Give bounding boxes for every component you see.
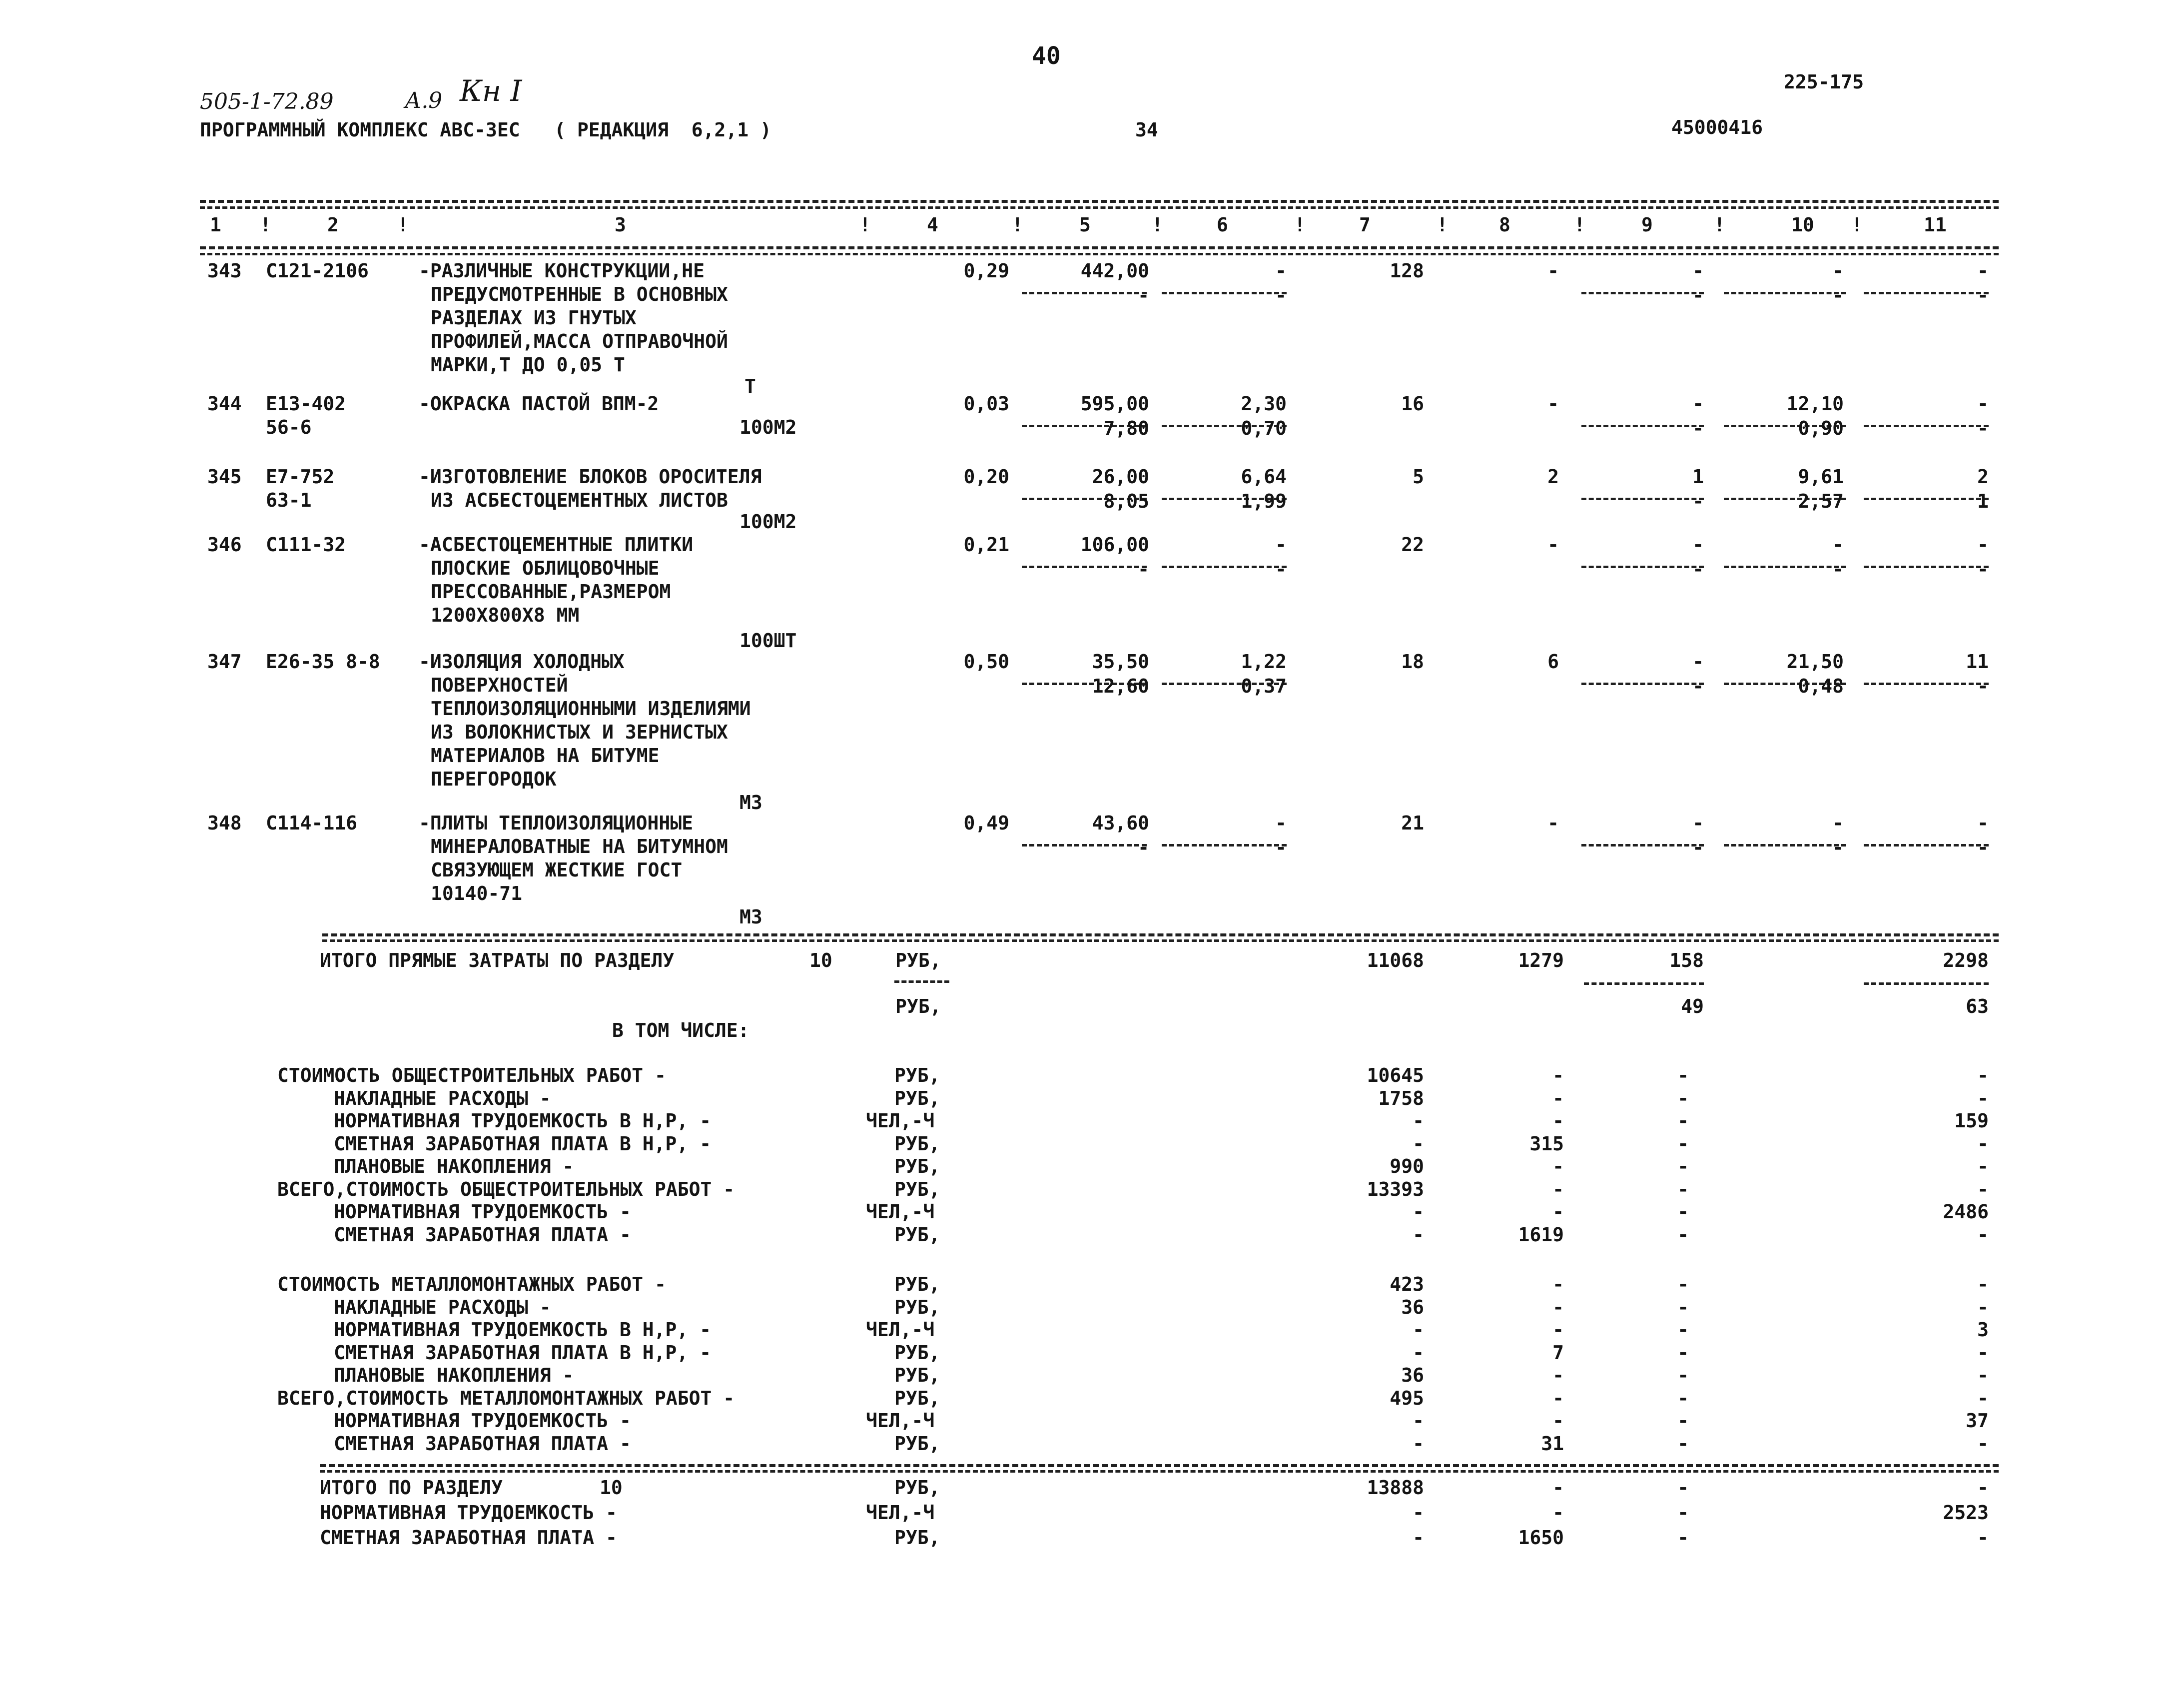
row-description: РАЗДЕЛАХ ИЗ ГНУТЫХ (431, 307, 637, 329)
row-description: 1200Х800Х8 ММ (431, 604, 580, 626)
cell-c10b: - (1832, 558, 1844, 580)
table-top-rule (200, 200, 1999, 203)
cell-c6: - (1275, 260, 1287, 282)
final-section: 10 (600, 1477, 623, 1499)
direct-costs-c7: 11068 (1367, 949, 1424, 971)
cell-c8: 6 (1547, 651, 1559, 673)
row-unit: 100ШТ (739, 630, 797, 652)
cell-c6: 1,22 (1241, 651, 1287, 673)
id-number: 45000416 (1671, 116, 1763, 138)
row-description: ПРЕДУСМОТРЕННЫЕ В ОСНОВНЫХ (431, 283, 728, 305)
cell-c6: - (1275, 534, 1287, 556)
final-c8: 1650 (1518, 1527, 1564, 1549)
summary-unit: ЧЕЛ,-Ч (866, 1201, 935, 1223)
direct-costs-label: ИТОГО ПРЯМЫЕ ЗАТРАТЫ ПО РАЗДЕЛУ (320, 949, 675, 971)
summary-unit: РУБ, (894, 1224, 940, 1246)
summary-c8: 7 (1552, 1342, 1564, 1364)
final-unit: РУБ, (894, 1527, 940, 1549)
totals-top-rule-2 (322, 939, 1999, 942)
row-description: СВЯЗУЮЩЕМ ЖЕСТКИЕ ГОСТ (431, 859, 683, 881)
row-code-2: 63-1 (266, 489, 312, 511)
cell-c9b: - (1692, 675, 1704, 697)
cell-c5b: - (1138, 558, 1149, 580)
cell-c9b: - (1692, 490, 1704, 512)
cell-c10: - (1832, 260, 1844, 282)
summary-unit: РУБ, (894, 1364, 940, 1386)
column-number: 1 (210, 214, 221, 236)
column-separator: ! (1152, 214, 1163, 236)
row-unit: М3 (739, 906, 762, 928)
summary-unit: ЧЕЛ,-Ч (866, 1110, 935, 1132)
row-code: Е13-402 (266, 393, 346, 415)
column-separator: ! (1012, 214, 1023, 236)
summary-c7: - (1413, 1342, 1424, 1364)
summary-unit: РУБ, (894, 1064, 940, 1086)
summary-c9: - (1677, 1410, 1689, 1432)
final-rule (320, 1464, 1999, 1467)
summary-label: НАКЛАДНЫЕ РАСХОДЫ - (334, 1087, 551, 1109)
cell-c9b: - (1692, 837, 1704, 858)
summary-c7: - (1413, 1410, 1424, 1432)
summary-c8: - (1552, 1319, 1564, 1341)
summary-c11: 2486 (1943, 1201, 1989, 1223)
direct-costs-unit: РУБ, (895, 949, 941, 971)
cell-c6: 2,30 (1241, 393, 1287, 415)
final-c11: - (1977, 1477, 1989, 1499)
summary-label: НАКЛАДНЫЕ РАСХОДЫ - (334, 1296, 551, 1318)
column-number: 10 (1791, 214, 1814, 236)
summary-c8: - (1552, 1064, 1564, 1086)
summary-c9: - (1677, 1178, 1689, 1200)
row-description: МАТЕРИАЛОВ НА БИТУМЕ (431, 745, 660, 767)
cell-c11b: - (1977, 675, 1989, 697)
column-number: 7 (1359, 214, 1371, 236)
summary-label: НОРМАТИВНАЯ ТРУДОЕМКОСТЬ - (334, 1201, 631, 1223)
summary-c11: - (1977, 1296, 1989, 1318)
column-separator: ! (1437, 214, 1448, 236)
summary-c11: - (1977, 1155, 1989, 1177)
book-label: Кн I (460, 74, 522, 108)
cell-c6b: 0,70 (1241, 417, 1287, 439)
cell-c6: - (1275, 812, 1287, 834)
row-description: ИЗ АСБЕСТОЦЕМЕНТНЫХ ЛИСТОВ (431, 489, 728, 511)
summary-c9: - (1677, 1319, 1689, 1341)
summary-c11: - (1977, 1364, 1989, 1386)
cell-c11b: - (1977, 417, 1989, 439)
final-c7: - (1413, 1527, 1424, 1549)
row-code: Е26-35 8-8 (266, 651, 380, 673)
cell-c8: - (1547, 260, 1559, 282)
cell-c5: 26,00 (1092, 466, 1149, 488)
row-description: ПЕРЕГОРОДОК (431, 768, 557, 790)
column-separator: ! (1294, 214, 1306, 236)
cell-c10: - (1832, 534, 1844, 556)
row-description: -РАЗЛИЧНЫЕ КОНСТРУКЦИИ,НЕ (419, 260, 705, 282)
row-number: 347 (207, 651, 242, 673)
cell-c7: 5 (1413, 466, 1424, 488)
cell-c5: 595,00 (1080, 393, 1149, 415)
final-c11: - (1977, 1527, 1989, 1549)
cell-c11: - (1977, 534, 1989, 556)
cell-c8: 2 (1547, 466, 1559, 488)
direct-costs-c9b: 49 (1681, 995, 1704, 1017)
row-unit: 100М2 (739, 511, 797, 533)
cell-c5b: 7,80 (1103, 417, 1149, 439)
summary-c11: - (1977, 1178, 1989, 1200)
summary-unit: РУБ, (894, 1273, 940, 1295)
c11-dash (1864, 982, 1989, 985)
cell-c11: - (1977, 812, 1989, 834)
summary-c7: 10645 (1367, 1064, 1424, 1086)
final-c8: - (1552, 1477, 1564, 1499)
row-description: ПРЕССОВАННЫЕ,РАЗМЕРОМ (431, 581, 671, 603)
cell-c6b: - (1275, 558, 1287, 580)
summary-c7: - (1413, 1224, 1424, 1246)
cell-c11: 2 (1977, 466, 1989, 488)
cell-c10b: - (1832, 284, 1844, 306)
cell-c7: 21 (1401, 812, 1424, 834)
row-number: 344 (207, 393, 242, 415)
cell-c6: 6,64 (1241, 466, 1287, 488)
cell-c8: - (1547, 812, 1559, 834)
cell-c8: - (1547, 534, 1559, 556)
cell-c11b: - (1977, 558, 1989, 580)
summary-unit: ЧЕЛ,-Ч (866, 1319, 935, 1341)
right-code: 225-175 (1784, 71, 1864, 93)
summary-c7: 36 (1401, 1296, 1424, 1318)
summary-unit: РУБ, (894, 1087, 940, 1109)
column-separator: ! (260, 214, 271, 236)
cell-c9: 1 (1692, 466, 1704, 488)
cell-c11: - (1977, 260, 1989, 282)
cell-c11: 11 (1966, 651, 1989, 673)
cell-c10: - (1832, 812, 1844, 834)
summary-c7: 990 (1390, 1155, 1424, 1177)
summary-c9: - (1677, 1087, 1689, 1109)
cell-c4: 0,29 (963, 260, 1009, 282)
row-description: ПЛОСКИЕ ОБЛИЦОВОЧНЫЕ (431, 557, 660, 579)
cell-c11b: - (1977, 284, 1989, 306)
direct-costs-c11b: 63 (1966, 995, 1989, 1017)
direct-costs-c9: 158 (1669, 949, 1704, 971)
cell-c9: - (1692, 651, 1704, 673)
cell-c10: 12,10 (1786, 393, 1844, 415)
totals-top-rule (322, 933, 1999, 936)
cell-c10b: 2,57 (1798, 490, 1844, 512)
direct-costs-unit-2: РУБ, (895, 995, 941, 1017)
program-line: ПРОГРАММНЫЙ КОМПЛЕКС АВС-3ЕС ( РЕДАКЦИЯ 6,2,1 ) (200, 119, 771, 141)
header-bottom-rule-2 (200, 253, 1999, 255)
summary-c7: 1758 (1378, 1087, 1424, 1109)
summary-c7: 495 (1390, 1387, 1424, 1409)
cell-c5: 442,00 (1080, 260, 1149, 282)
summary-c9: - (1677, 1433, 1689, 1455)
row-code: С114-116 (266, 812, 358, 834)
summary-c8: - (1552, 1296, 1564, 1318)
summary-c7: - (1413, 1433, 1424, 1455)
summary-label: СТОИМОСТЬ ОБЩЕСТРОИТЕЛЬНЫХ РАБОТ - (277, 1064, 666, 1086)
column-separator: ! (859, 214, 871, 236)
summary-c9: - (1677, 1364, 1689, 1386)
summary-c8: - (1552, 1110, 1564, 1132)
column-separator: ! (1574, 214, 1585, 236)
summary-label: СМЕТНАЯ ЗАРАБОТНАЯ ПЛАТА В Н,Р, - (334, 1133, 711, 1155)
row-description: МАРКИ,Т ДО 0,05 Т (431, 354, 625, 376)
summary-c7: - (1413, 1201, 1424, 1223)
cell-c7: 18 (1401, 651, 1424, 673)
summary-unit: РУБ, (894, 1387, 940, 1409)
summary-c7: - (1413, 1110, 1424, 1132)
cell-c4: 0,49 (963, 812, 1009, 834)
row-unit: М3 (739, 792, 762, 814)
summary-unit: РУБ, (894, 1433, 940, 1455)
summary-c7: 36 (1401, 1364, 1424, 1386)
column-separator: ! (397, 214, 409, 236)
summary-c9: - (1677, 1273, 1689, 1295)
row-code: Е7-752 (266, 466, 335, 488)
summary-c11: - (1977, 1273, 1989, 1295)
cell-c7: 16 (1401, 393, 1424, 415)
final-label: СМЕТНАЯ ЗАРАБОТНАЯ ПЛАТА - (320, 1527, 617, 1549)
summary-c11: 37 (1966, 1410, 1989, 1432)
summary-c11: - (1977, 1064, 1989, 1086)
final-label: НОРМАТИВНАЯ ТРУДОЕМКОСТЬ - (320, 1502, 617, 1524)
final-c9: - (1677, 1477, 1689, 1499)
final-c7: 13888 (1367, 1477, 1424, 1499)
summary-c9: - (1677, 1133, 1689, 1155)
final-c9: - (1677, 1502, 1689, 1524)
summary-c11: 3 (1977, 1319, 1989, 1341)
row-description: МИНЕРАЛОВАТНЫЕ НА БИТУМНОМ (431, 836, 728, 857)
final-label: ИТОГО ПО РАЗДЕЛУ (320, 1477, 503, 1499)
summary-c11: - (1977, 1133, 1989, 1155)
cell-c6b: 0,37 (1241, 675, 1287, 697)
summary-unit: РУБ, (894, 1155, 940, 1177)
cell-c9: - (1692, 260, 1704, 282)
column-number: 3 (615, 214, 626, 236)
final-rule-2 (320, 1470, 1999, 1473)
summary-c7: 423 (1390, 1273, 1424, 1295)
summary-c8: - (1552, 1364, 1564, 1386)
column-number: 8 (1499, 214, 1510, 236)
row-description: ПРОФИЛЕЙ,МАССА ОТПРАВОЧНОЙ (431, 330, 728, 352)
direct-costs-c8: 1279 (1518, 949, 1564, 971)
summary-c8: - (1552, 1273, 1564, 1295)
row-code: С111-32 (266, 534, 346, 556)
summary-c11: - (1977, 1387, 1989, 1409)
summary-label: НОРМАТИВНАЯ ТРУДОЕМКОСТЬ - (334, 1410, 631, 1432)
cell-c10b: 0,48 (1798, 675, 1844, 697)
row-number: 348 (207, 812, 242, 834)
cell-c11b: 1 (1977, 490, 1989, 512)
row-code-2: 56-6 (266, 416, 312, 438)
cell-c11b: - (1977, 837, 1989, 858)
summary-label: НОРМАТИВНАЯ ТРУДОЕМКОСТЬ В Н,Р, - (334, 1319, 711, 1341)
cell-c9b: - (1692, 284, 1704, 306)
row-description: ТЕПЛОИЗОЛЯЦИОННЫМИ ИЗДЕЛИЯМИ (431, 698, 751, 720)
cell-c6b: - (1275, 284, 1287, 306)
final-unit: ЧЕЛ,-Ч (866, 1502, 935, 1524)
summary-label: ВСЕГО,СТОИМОСТЬ МЕТАЛЛОМОНТАЖНЫХ РАБОТ - (277, 1387, 735, 1409)
cell-c6b: - (1275, 837, 1287, 858)
summary-c8: - (1552, 1087, 1564, 1109)
row-description: 10140-71 (431, 882, 523, 904)
cell-c6b: 1,99 (1241, 490, 1287, 512)
final-c8: - (1552, 1502, 1564, 1524)
row-code: С121-2106 (266, 260, 369, 282)
column-separator: ! (1714, 214, 1725, 236)
row-description: -ОКРАСКА ПАСТОЙ ВПМ-2 (419, 393, 659, 415)
row-number: 346 (207, 534, 242, 556)
cell-c4: 0,21 (963, 534, 1009, 556)
final-c7: - (1413, 1502, 1424, 1524)
cell-c7: 22 (1401, 534, 1424, 556)
cell-c5: 106,00 (1080, 534, 1149, 556)
row-description: -ИЗОЛЯЦИЯ ХОЛОДНЫХ (419, 651, 625, 673)
cell-c9b: - (1692, 558, 1704, 580)
cell-c5: 43,60 (1092, 812, 1149, 834)
summary-c9: - (1677, 1296, 1689, 1318)
summary-unit: РУБ, (894, 1178, 940, 1200)
row-number: 343 (207, 260, 242, 282)
sheet-number: 34 (1135, 119, 1158, 141)
cell-c9b: - (1692, 417, 1704, 439)
summary-c8: - (1552, 1201, 1564, 1223)
summary-c8: - (1552, 1387, 1564, 1409)
cell-c10b: - (1832, 837, 1844, 858)
table-top-rule-2 (200, 206, 1999, 209)
including-label: В ТОМ ЧИСЛЕ: (612, 1019, 749, 1041)
summary-label: ВСЕГО,СТОИМОСТЬ ОБЩЕСТРОИТЕЛЬНЫХ РАБОТ - (277, 1178, 735, 1200)
summary-label: ПЛАНОВЫЕ НАКОПЛЕНИЯ - (334, 1155, 574, 1177)
cell-c10: 9,61 (1798, 466, 1844, 488)
summary-label: СМЕТНАЯ ЗАРАБОТНАЯ ПЛАТА - (334, 1224, 631, 1246)
summary-unit: РУБ, (894, 1342, 940, 1364)
summary-c8: - (1552, 1410, 1564, 1432)
summary-c9: - (1677, 1064, 1689, 1086)
summary-c7: 13393 (1367, 1178, 1424, 1200)
header-bottom-rule (200, 246, 1999, 249)
summary-c11: - (1977, 1433, 1989, 1455)
summary-label: ПЛАНОВЫЕ НАКОПЛЕНИЯ - (334, 1364, 574, 1386)
column-number: 4 (927, 214, 938, 236)
summary-c7: - (1413, 1319, 1424, 1341)
cell-c9: - (1692, 534, 1704, 556)
final-c9: - (1677, 1527, 1689, 1549)
cell-c4: 0,03 (963, 393, 1009, 415)
summary-label: НОРМАТИВНАЯ ТРУДОЕМКОСТЬ В Н,Р, - (334, 1110, 711, 1132)
cell-c9: - (1692, 393, 1704, 415)
row-number: 345 (207, 466, 242, 488)
summary-c8: 31 (1541, 1433, 1564, 1455)
column-number: 9 (1641, 214, 1653, 236)
cell-c5b: - (1138, 284, 1149, 306)
summary-c8: - (1552, 1178, 1564, 1200)
column-number: 6 (1217, 214, 1228, 236)
column-number: 5 (1079, 214, 1091, 236)
summary-c9: - (1677, 1110, 1689, 1132)
row-description: -АСБЕСТОЦЕМЕНТНЫЕ ПЛИТКИ (419, 534, 694, 556)
summary-c8: - (1552, 1155, 1564, 1177)
doc-code: 505-1-72.89 (200, 89, 334, 114)
cell-c8: - (1547, 393, 1559, 415)
column-separator: ! (1851, 214, 1863, 236)
direct-costs-c11: 2298 (1943, 949, 1989, 971)
summary-unit: ЧЕЛ,-Ч (866, 1410, 935, 1432)
summary-c11: - (1977, 1342, 1989, 1364)
direct-costs-section: 10 (809, 949, 832, 971)
row-unit: Т (744, 375, 756, 397)
cell-c5b: - (1138, 837, 1149, 858)
cell-c10: 21,50 (1786, 651, 1844, 673)
summary-unit: РУБ, (894, 1133, 940, 1155)
column-number: 11 (1924, 214, 1947, 236)
summary-c9: - (1677, 1201, 1689, 1223)
row-description: ИЗ ВОЛОКНИСТЫХ И ЗЕРНИСТЫХ (431, 721, 728, 743)
cell-c7: 128 (1390, 260, 1424, 282)
row-description: -ПЛИТЫ ТЕПЛОИЗОЛЯЦИОННЫЕ (419, 812, 694, 834)
summary-c8: 315 (1529, 1133, 1564, 1155)
summary-c8: 1619 (1518, 1224, 1564, 1246)
summary-c9: - (1677, 1387, 1689, 1409)
summary-c7: - (1413, 1133, 1424, 1155)
summary-label: СМЕТНАЯ ЗАРАБОТНАЯ ПЛАТА - (334, 1433, 631, 1455)
summary-c11: - (1977, 1087, 1989, 1109)
c9-dash (1584, 982, 1704, 985)
summary-c11: - (1977, 1224, 1989, 1246)
row-description: ПОВЕРХНОСТЕЙ (431, 674, 568, 696)
cell-c4: 0,20 (963, 466, 1009, 488)
row-unit: 100М2 (739, 416, 797, 438)
summary-c9: - (1677, 1155, 1689, 1177)
column-number: 2 (327, 214, 339, 236)
summary-unit: РУБ, (894, 1296, 940, 1318)
summary-label: СМЕТНАЯ ЗАРАБОТНАЯ ПЛАТА В Н,Р, - (334, 1342, 711, 1364)
unit-dash (894, 980, 949, 983)
summary-c9: - (1677, 1342, 1689, 1364)
final-c11: 2523 (1943, 1502, 1989, 1524)
page-number: 40 (1032, 42, 1061, 70)
cell-c4: 0,50 (963, 651, 1009, 673)
cell-c11: - (1977, 393, 1989, 415)
cell-c5b: 8,05 (1103, 490, 1149, 512)
cell-c5: 35,50 (1092, 651, 1149, 673)
summary-c9: - (1677, 1224, 1689, 1246)
row-description: -ИЗГОТОВЛЕНИЕ БЛОКОВ ОРОСИТЕЛЯ (419, 466, 762, 488)
album-label: А.9 (405, 88, 443, 113)
cell-c5b: 12,60 (1092, 675, 1149, 697)
final-unit: РУБ, (894, 1477, 940, 1499)
summary-label: СТОИМОСТЬ МЕТАЛЛОМОНТАЖНЫХ РАБОТ - (277, 1273, 666, 1295)
cell-c10b: 0,90 (1798, 417, 1844, 439)
summary-c11: 159 (1954, 1110, 1989, 1132)
cell-c9: - (1692, 812, 1704, 834)
